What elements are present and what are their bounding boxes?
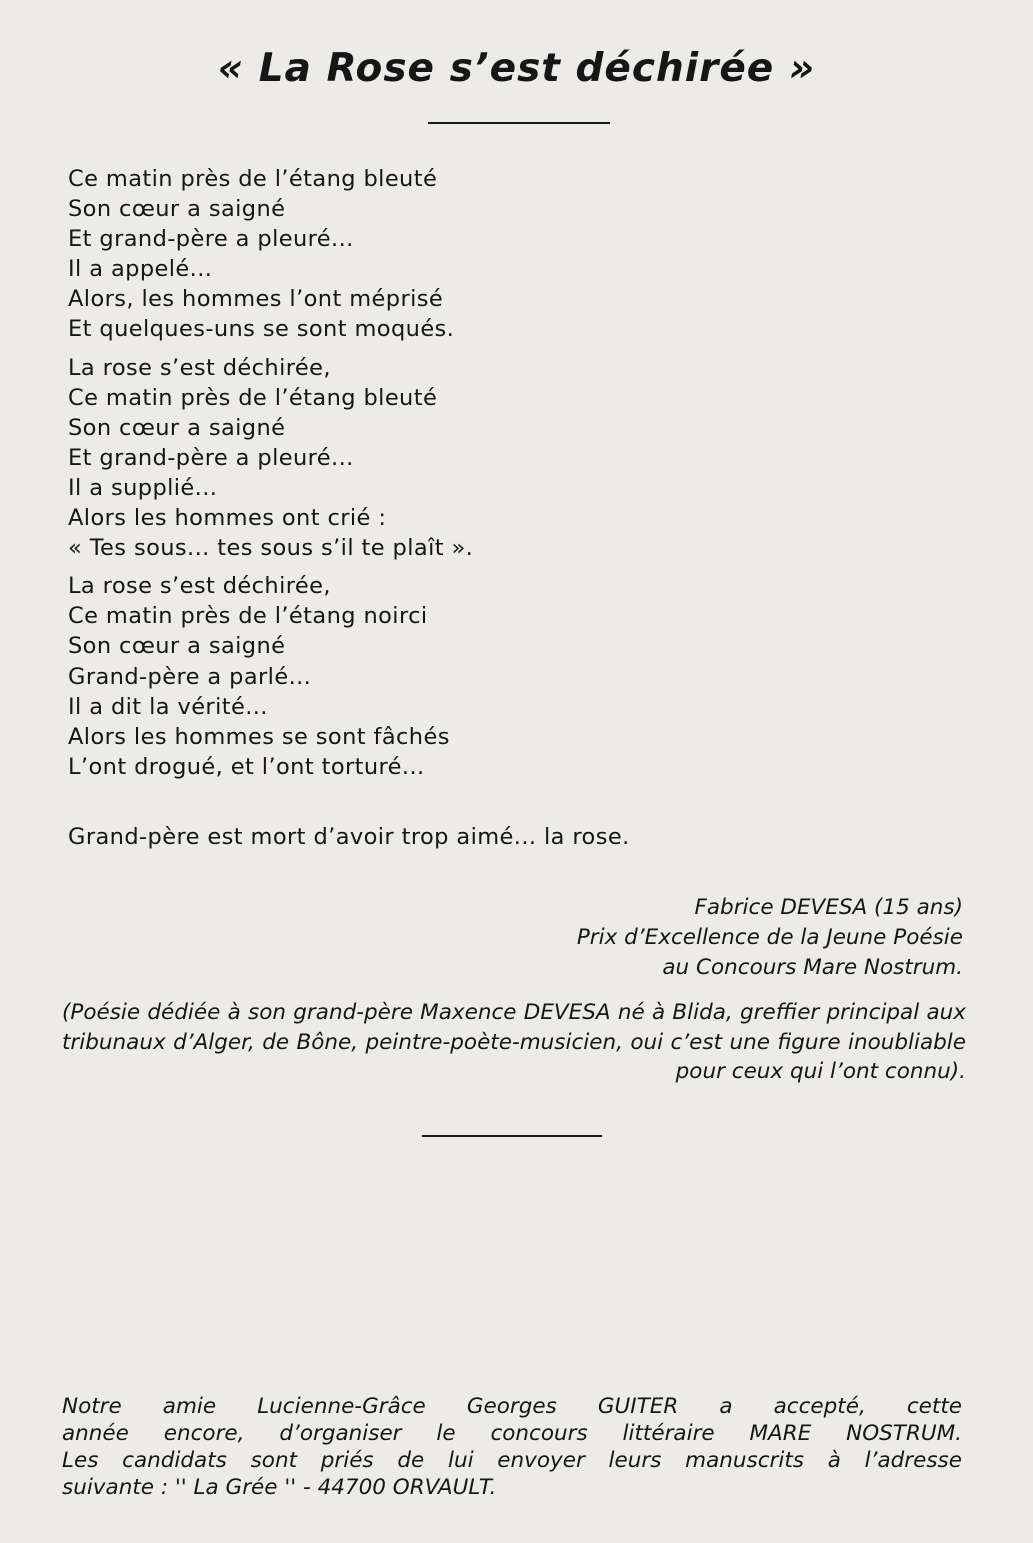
verse: Il a appelé... bbox=[68, 256, 213, 283]
dedication-paragraph: (Poésie dédiée à son grand-père Maxence DEVESA né à Blida, greffier principal aux tribunaux d’Alger, de Bône, peintre-poète-musicien, oui c’est une figure inoubliable pour ceux qui l’ont connu). bbox=[62, 1000, 966, 1084]
contest-notice bbox=[62, 1393, 962, 1501]
verse: Alors les hommes se sont fâchés bbox=[68, 723, 450, 750]
verse: Son cœur a saigné bbox=[68, 196, 286, 223]
stanza-1 bbox=[68, 164, 473, 345]
verse: La rose s’est déchirée, bbox=[68, 573, 331, 600]
verse: Alors les hommes ont crié : bbox=[68, 505, 387, 532]
poem-title: « La Rose s’est déchirée » bbox=[217, 46, 816, 91]
final-verse: Grand-père est mort d’avoir trop aimé... la rose. bbox=[68, 824, 630, 850]
verse: Et grand-père a pleuré... bbox=[68, 444, 354, 471]
author-name: Fabrice DEVESA (15 ans) bbox=[694, 895, 963, 920]
award-line: Prix d’Excellence de la Jeune Poésie bbox=[576, 925, 963, 950]
signature-block bbox=[577, 893, 963, 983]
section-divider bbox=[422, 1135, 602, 1137]
verse: Alors, les hommes l’ont méprisé bbox=[68, 286, 444, 313]
stanza-2 bbox=[68, 353, 473, 564]
stanza-3 bbox=[68, 571, 473, 782]
verse: Et grand-père a pleuré... bbox=[68, 226, 354, 253]
verse: Ce matin près de l’étang noirci bbox=[68, 603, 428, 630]
verse: Ce matin près de l’étang bleuté bbox=[68, 384, 438, 411]
notice-line: année encore, d’organiser le concours littéraire MARE NOSTRUM. bbox=[62, 1421, 962, 1446]
verse: Et quelques-uns se sont moqués. bbox=[68, 316, 455, 343]
notice-line: suivante : '' La Grée '' - 44700 ORVAULT. bbox=[62, 1475, 497, 1500]
title-underline bbox=[428, 122, 610, 124]
contest-line: au Concours Mare Nostrum. bbox=[662, 955, 963, 980]
notice-line: Les candidats sont priés de lui envoyer leurs manuscrits à l’adresse bbox=[62, 1448, 962, 1473]
poem-body bbox=[68, 164, 473, 790]
verse: Il a dit la vérité... bbox=[68, 693, 268, 720]
notice-line: Notre amie Lucienne-Grâce Georges GUITER a accepté, cette bbox=[62, 1394, 962, 1419]
verse: « Tes sous... tes sous s’il te plaît ». bbox=[68, 535, 474, 562]
verse: Il a supplié... bbox=[68, 474, 218, 501]
verse: L’ont drogué, et l’ont torturé... bbox=[68, 753, 425, 780]
verse: Grand-père a parlé... bbox=[68, 663, 312, 690]
verse: Ce matin près de l’étang bleuté bbox=[68, 166, 438, 192]
verse: Son cœur a saigné bbox=[68, 633, 286, 660]
verse: Son cœur a saigné bbox=[68, 414, 286, 441]
verse: La rose s’est déchirée, bbox=[68, 354, 331, 381]
